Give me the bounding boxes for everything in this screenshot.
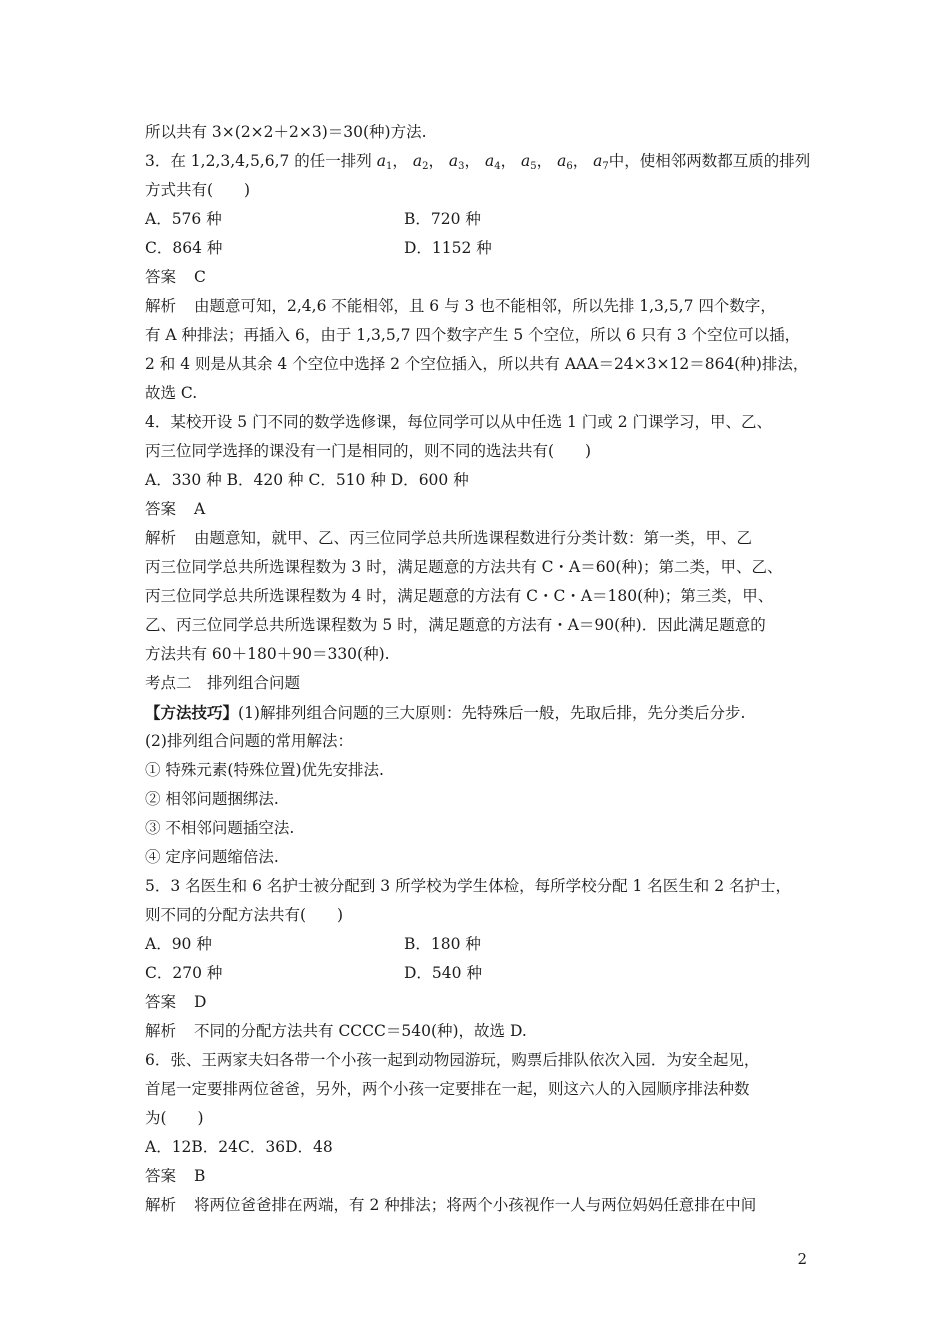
options-row bbox=[145, 205, 815, 234]
option-b: B．720 种 bbox=[404, 210, 481, 228]
subscript: 1 bbox=[386, 161, 393, 172]
subscript: 2 bbox=[422, 161, 429, 172]
text-line: ② 相邻问题捆绑法. bbox=[145, 790, 279, 808]
text-line: 方式共有( ) bbox=[145, 181, 251, 199]
explanation-line bbox=[145, 292, 815, 321]
option-d: D．1152 种 bbox=[404, 239, 492, 257]
explanation-line bbox=[145, 524, 815, 553]
explanation-label: 解析 bbox=[145, 529, 177, 547]
var-a1: a bbox=[376, 152, 386, 170]
section-title: 考点二 排列组合问题 bbox=[145, 674, 301, 692]
var-a7: a bbox=[593, 152, 603, 170]
text-line: ④ 定序问题缩倍法. bbox=[145, 848, 279, 866]
answer-line bbox=[145, 1162, 815, 1191]
var-a2: a bbox=[412, 152, 423, 170]
explanation-text: 由题意可知，2,4,6 不能相邻，且 6 与 3 也不能相邻，所以先排 1,3,5,7 四个数字， bbox=[194, 297, 776, 315]
text-line: (2)排列组合问题的常用解法： bbox=[145, 732, 353, 750]
options-row bbox=[145, 959, 815, 988]
text-line: 故选 C. bbox=[145, 384, 198, 402]
answer-label: 答案 bbox=[145, 268, 177, 286]
option-a: A．90 种 bbox=[145, 935, 212, 953]
text-line: 乙、丙三位同学总共所选课程数为 5 时，满足题意的方法有・A＝90(种)．因此满足题意的 bbox=[145, 616, 766, 634]
answer-label: 答案 bbox=[145, 1167, 177, 1185]
text-line: 丙三位同学选择的课没有一门是相同的，则不同的选法共有( ) bbox=[145, 442, 592, 460]
options-line: A．12B．24C．36D．48 bbox=[145, 1138, 333, 1156]
var-a6: a bbox=[557, 152, 567, 170]
answer-value: A bbox=[194, 500, 206, 518]
explanation-text: 不同的分配方法共有 CCCC＝540(种)，故选 D. bbox=[194, 1022, 527, 1040]
var-a5: a bbox=[521, 152, 531, 170]
option-a: A．576 种 bbox=[145, 210, 222, 228]
options-row bbox=[145, 234, 815, 263]
explanation-label: 解析 bbox=[145, 1196, 177, 1214]
text-line: 所以共有 3×(2×2＋2×3)＝30(种)方法. bbox=[145, 123, 427, 141]
page-number: 2 bbox=[797, 1250, 807, 1268]
text-line: ③ 不相邻问题插空法. bbox=[145, 819, 295, 837]
option-c: C．270 种 bbox=[145, 964, 223, 982]
text-line: ① 特殊元素(特殊位置)优先安排法. bbox=[145, 761, 384, 779]
question-3-stem: 3．在 1,2,3,4,5,6,7 的任一排列 $a_1$， $a_2$， $a_3$， $a_4$， $a_5$， $a_6$， $a_7$中，使相邻两数都互质的排列 bbox=[145, 152, 811, 172]
explanation-line bbox=[145, 1017, 815, 1046]
answer-label: 答案 bbox=[145, 500, 177, 518]
answer-value: B bbox=[194, 1167, 206, 1185]
question-5-stem: 5．3 名医生和 6 名护士被分配到 3 所学校为学生体检，每所学校分配 1 名医生和 2 名护士， bbox=[145, 877, 792, 895]
subscript: 6 bbox=[566, 161, 573, 172]
var-a4: a bbox=[484, 152, 495, 170]
explanation-text: 将两位爸爸排在两端，有 2 种排法；将两个小孩视作一人与两位妈妈任意排在中间 bbox=[194, 1196, 757, 1214]
explanation-text: 由题意知，就甲、乙、丙三位同学总共所选课程数进行分类计数：第一类，甲、乙 bbox=[194, 529, 753, 547]
explanation-label: 解析 bbox=[145, 1022, 177, 1040]
explanation-line bbox=[145, 1191, 815, 1220]
text-line: 丙三位同学总共所选课程数为 3 时，满足题意的方法共有 C・A＝60(种)；第二类，甲、乙、 bbox=[145, 558, 783, 576]
subscript: 7 bbox=[602, 161, 609, 172]
text-line: 丙三位同学总共所选课程数为 4 时，满足题意的方法有 C・C・A＝180(种)；第三类，甲、 bbox=[145, 587, 774, 605]
text-line: 2 和 4 则是从其余 4 个空位中选择 2 个空位插入，所以共有 AAA＝24×3×12＝864(种)排法， bbox=[145, 355, 809, 373]
text-line: 则不同的分配方法共有( ) bbox=[145, 906, 344, 924]
options-line: A．330 种 B．420 种 C．510 种 D．600 种 bbox=[145, 471, 469, 489]
var-a3: a bbox=[448, 152, 459, 170]
option-d: D．540 种 bbox=[404, 964, 482, 982]
method-tip-line bbox=[145, 698, 815, 727]
answer-line bbox=[145, 263, 815, 292]
subscript: 3 bbox=[458, 161, 465, 172]
question-4-stem: 4．某校开设 5 门不同的数学选修课，每位同学可以从中任选 1 门或 2 门课学习，甲、乙、 bbox=[145, 413, 773, 431]
question-6-stem: 6．张、王两家夫妇各带一个小孩一起到动物园游玩，购票后排队依次入园．为安全起见， bbox=[145, 1051, 760, 1069]
text-line: 首尾一定要排两位爸爸，另外，两个小孩一定要排在一起，则这六人的入园顺序排法种数 bbox=[145, 1080, 750, 1098]
answer-value: D bbox=[194, 993, 207, 1011]
options-row bbox=[145, 930, 815, 959]
method-tip-text: (1)解排列组合问题的三大原则：先特殊后一般，先取后排，先分类后分步. bbox=[238, 704, 746, 722]
answer-value: C bbox=[194, 268, 206, 286]
page-content bbox=[145, 118, 815, 1220]
text-line: 方法共有 60＋180＋90＝330(种). bbox=[145, 645, 390, 663]
text-fragment: 中，使相邻两数都互质的排列 bbox=[608, 152, 811, 170]
text-fragment: 3．在 1,2,3,4,5,6,7 的任一排列 bbox=[145, 152, 372, 170]
explanation-label: 解析 bbox=[145, 297, 177, 315]
option-b: B．180 种 bbox=[404, 935, 481, 953]
method-tip-label: 【方法技巧】 bbox=[145, 703, 239, 722]
answer-line bbox=[145, 495, 815, 524]
answer-label: 答案 bbox=[145, 993, 177, 1011]
option-c: C．864 种 bbox=[145, 239, 223, 257]
subscript: 5 bbox=[530, 161, 537, 172]
text-line: 有 A 种排法；再插入 6，由于 1,3,5,7 四个数字产生 5 个空位，所以 6 只有 3 个空位可以插， bbox=[145, 326, 801, 344]
text-line: 为( ) bbox=[145, 1109, 204, 1127]
subscript: 4 bbox=[494, 161, 501, 172]
answer-line bbox=[145, 988, 815, 1017]
